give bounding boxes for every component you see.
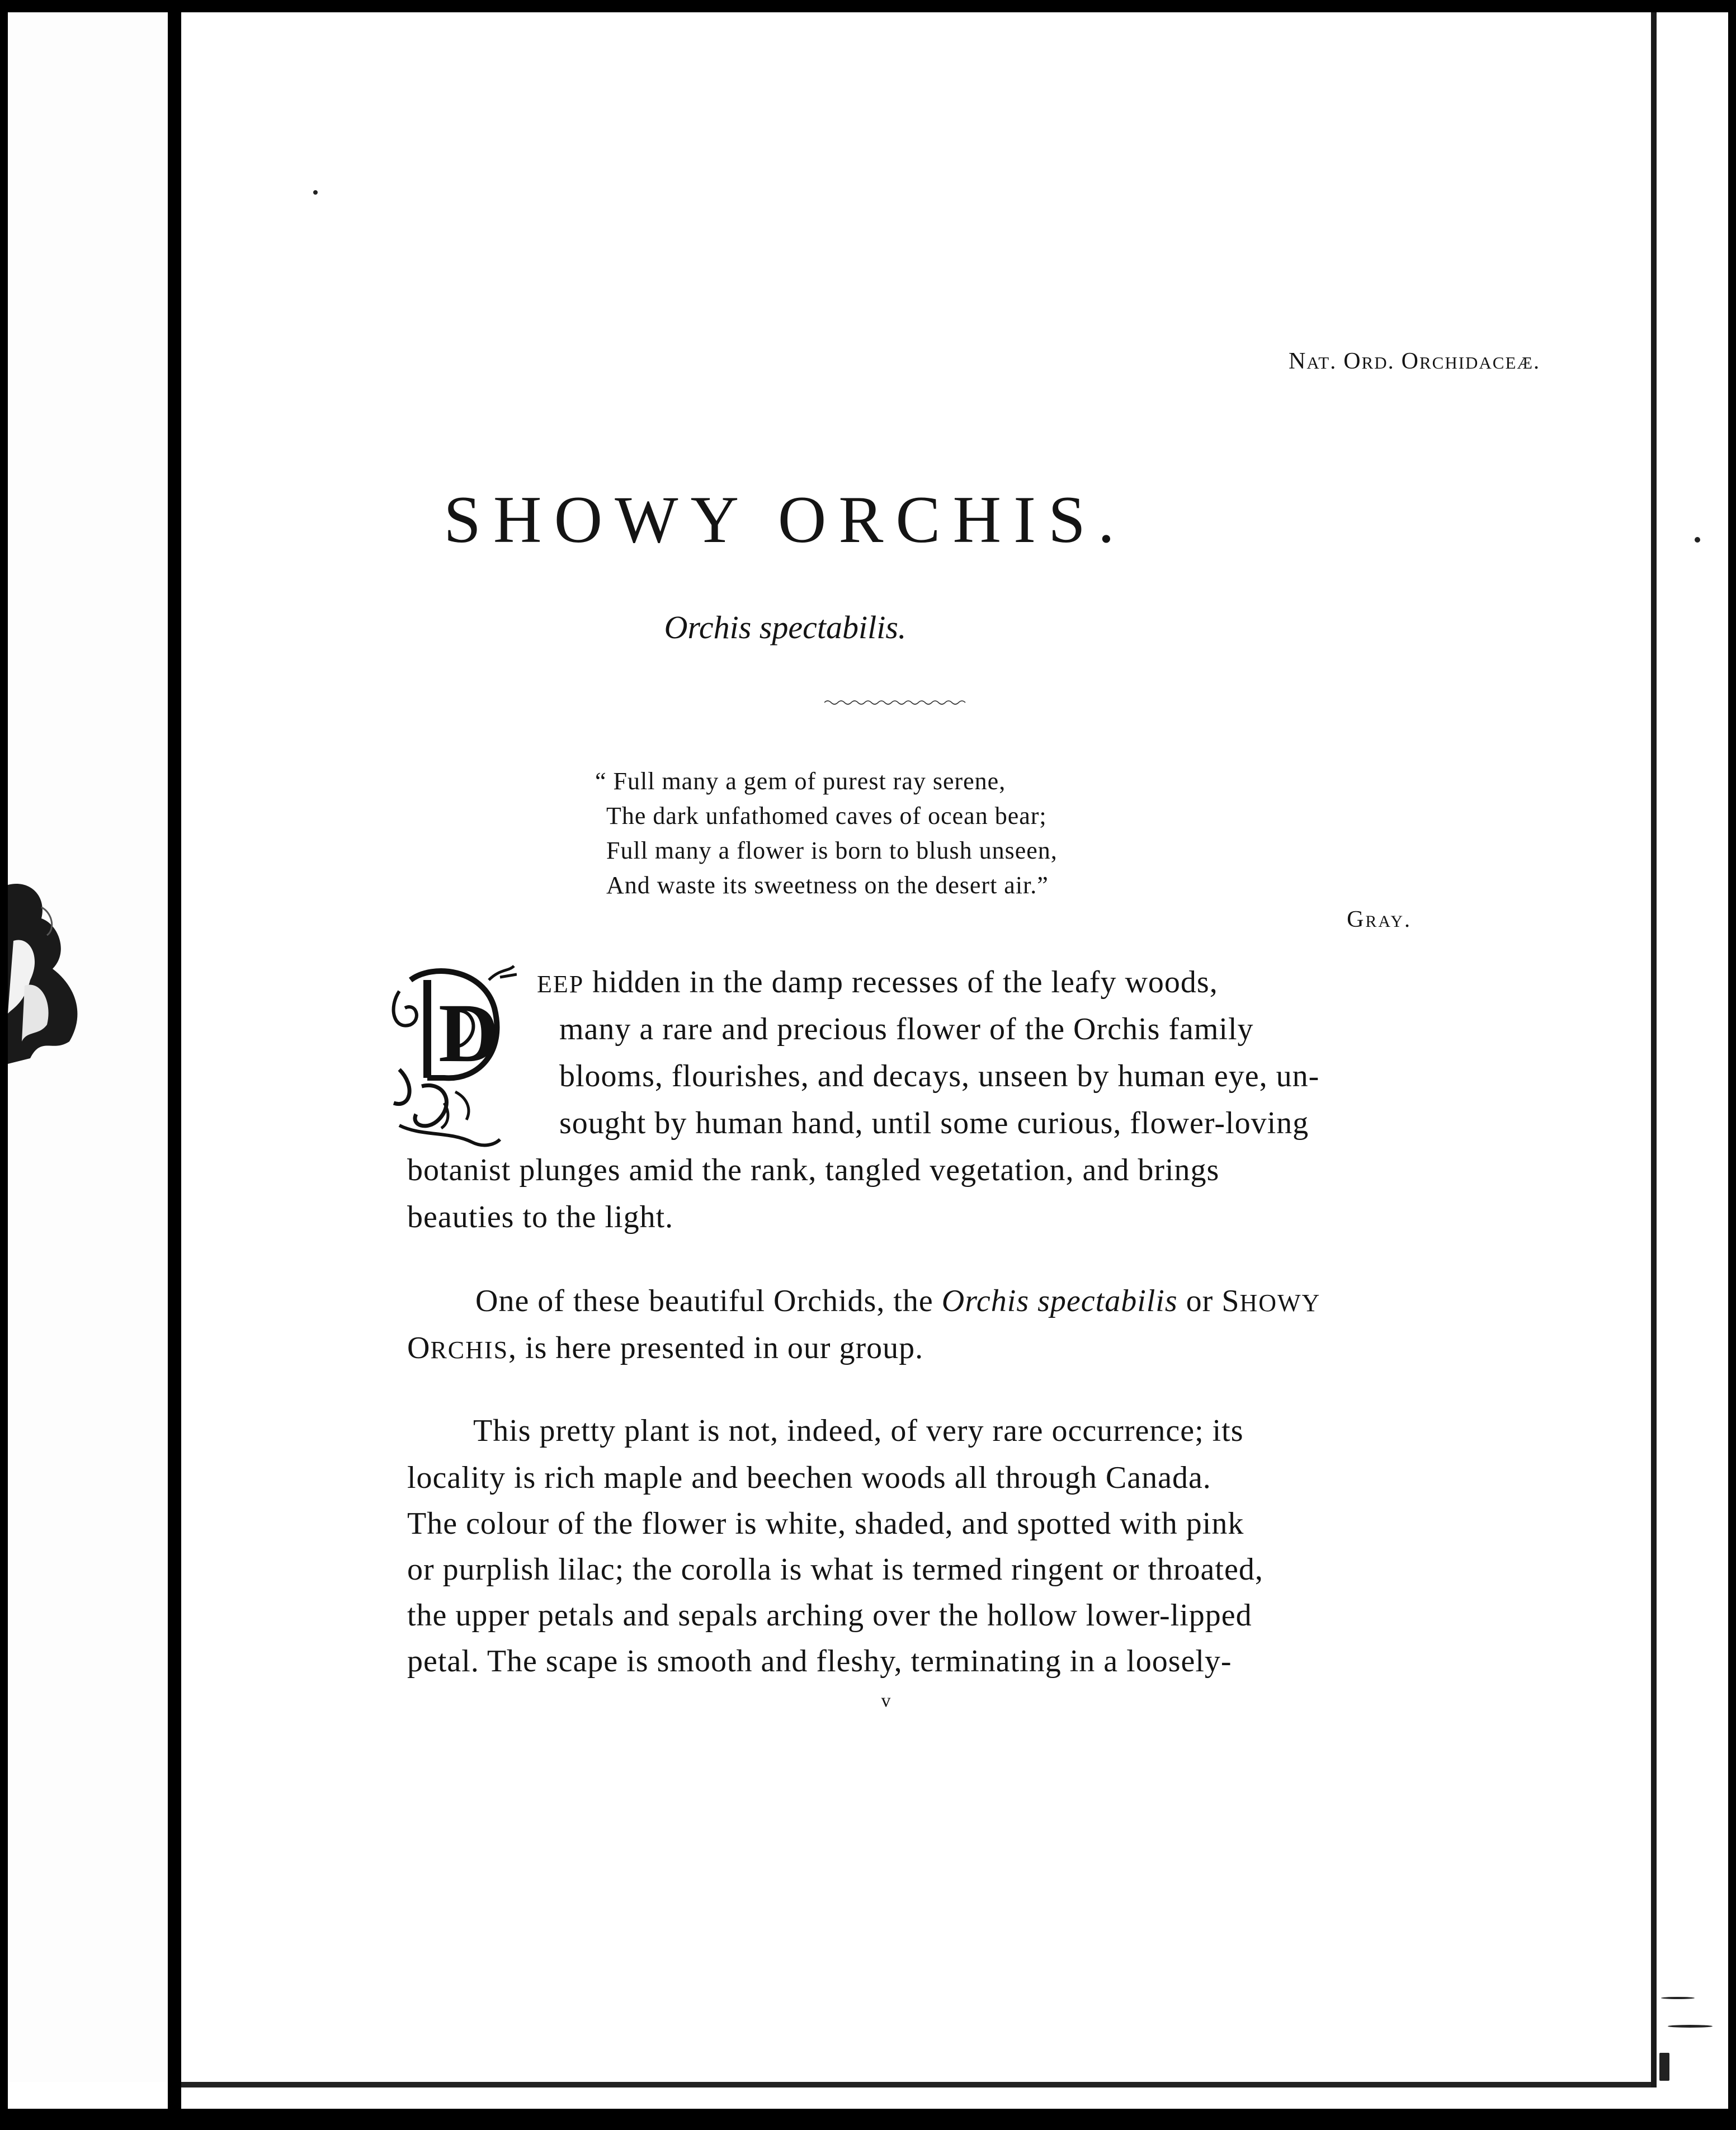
page-right-edge bbox=[1651, 12, 1657, 2087]
scan-border-left bbox=[0, 0, 8, 2130]
attribution-initial: G bbox=[1347, 907, 1366, 932]
para2-line2-text: , is here presented in our group. bbox=[508, 1331, 924, 1365]
verse-line: And waste its sweetness on the desert air.” bbox=[606, 871, 1049, 899]
book-page bbox=[181, 12, 1651, 2082]
paragraph-1-line-6: beauties to the light. bbox=[407, 1200, 674, 1234]
nat-ord-ae: Æ bbox=[1517, 353, 1534, 373]
facing-page-flower-illustration bbox=[8, 874, 92, 1064]
nat-ord-sep1: . bbox=[1330, 348, 1344, 374]
para1-smallcaps: EEP bbox=[537, 970, 584, 998]
paragraph-1-line-5: botanist plunges amid the rank, tangled vegetation, and brings bbox=[407, 1153, 1220, 1187]
nat-ord-sep2: . bbox=[1388, 348, 1402, 374]
para2-text-b: or S bbox=[1177, 1284, 1240, 1318]
paragraph-3-line-4: or purplish lilac; the corolla is what is termed ringent or throated, bbox=[407, 1552, 1263, 1587]
page-bottom-edge bbox=[181, 2082, 1669, 2087]
para2-line2-initial: O bbox=[407, 1331, 431, 1365]
scan-border-bottom bbox=[0, 2109, 1736, 2130]
paragraph-2-line-2 bbox=[407, 1330, 923, 1366]
facing-page-fragment bbox=[8, 12, 168, 2082]
attribution-rest: RAY bbox=[1365, 912, 1404, 931]
para1-line1-text: hidden in the damp recesses of the leafy woods, bbox=[584, 965, 1218, 1000]
paragraph-3-line-6: petal. The scape is smooth and fleshy, terminating in a loosely- bbox=[407, 1644, 1232, 1679]
page-subtitle: Orchis spectabilis. bbox=[664, 609, 907, 645]
scan-border-right bbox=[1728, 0, 1736, 2130]
scan-border-top bbox=[0, 0, 1736, 12]
nat-ord-rchidace: RCHIDACE bbox=[1419, 353, 1517, 373]
nat-ord-n: N bbox=[1288, 348, 1307, 374]
paragraph-3-line-5: the upper petals and sepals arching over the hollow lower-lipped bbox=[407, 1598, 1252, 1633]
verse-attribution bbox=[1132, 906, 1412, 933]
nat-ord-end: . bbox=[1534, 348, 1540, 374]
page-gutter bbox=[168, 12, 181, 2109]
ornamental-drop-cap bbox=[388, 958, 517, 1153]
para2-italic-name: Orchis spectabilis bbox=[941, 1284, 1178, 1318]
right-edge-scan-marks bbox=[1657, 1991, 1728, 2086]
verse-line: “ Full many a gem of purest ray serene, bbox=[595, 767, 1006, 795]
right-margin bbox=[1657, 12, 1728, 2109]
nat-ord-rd: RD bbox=[1361, 353, 1388, 373]
page-speck bbox=[313, 190, 318, 195]
para2-line2-smallcaps: RCHIS bbox=[430, 1336, 509, 1364]
nat-ord-at: AT bbox=[1306, 353, 1331, 373]
para2-smallcaps: HOWY bbox=[1239, 1289, 1321, 1317]
paragraph-3-line-1: This pretty plant is not, indeed, of very rare occurrence; its bbox=[473, 1413, 1244, 1448]
verse-line: The dark unfathomed caves of ocean bear; bbox=[606, 802, 1047, 830]
nat-ord-o2: O bbox=[1401, 348, 1419, 374]
wavy-divider bbox=[824, 697, 970, 708]
page-folio: v bbox=[881, 1690, 891, 1711]
paragraph-1-line-2: many a rare and precious flower of the Orchis family bbox=[559, 1012, 1254, 1047]
paragraph-3-line-2: locality is rich maple and beechen woods all through Canada. bbox=[407, 1460, 1211, 1495]
drop-cap-letter: D bbox=[438, 987, 499, 1080]
para2-text-a: One of these beautiful Orchids, the bbox=[475, 1284, 942, 1318]
margin-speck bbox=[1695, 537, 1700, 543]
paragraph-3-line-3: The colour of the flower is white, shaded, and spotted with pink bbox=[407, 1506, 1244, 1541]
paragraph-2-line-1 bbox=[475, 1283, 1320, 1319]
paragraph-1-line-4: sought by human hand, until some curious, flower-loving bbox=[559, 1106, 1309, 1141]
page-title: SHOWY ORCHIS. bbox=[444, 482, 1127, 557]
epigraph-verse bbox=[595, 764, 1333, 903]
paragraph-1-line-1 bbox=[537, 964, 1218, 1000]
attribution-end: . bbox=[1404, 907, 1412, 932]
paragraph-1-line-3: blooms, flourishes, and decays, unseen by human eye, un- bbox=[559, 1059, 1320, 1094]
nat-ord-o: O bbox=[1343, 348, 1362, 374]
verse-line: Full many a flower is born to blush unseen, bbox=[606, 837, 1058, 864]
natural-order-heading bbox=[1104, 348, 1540, 375]
